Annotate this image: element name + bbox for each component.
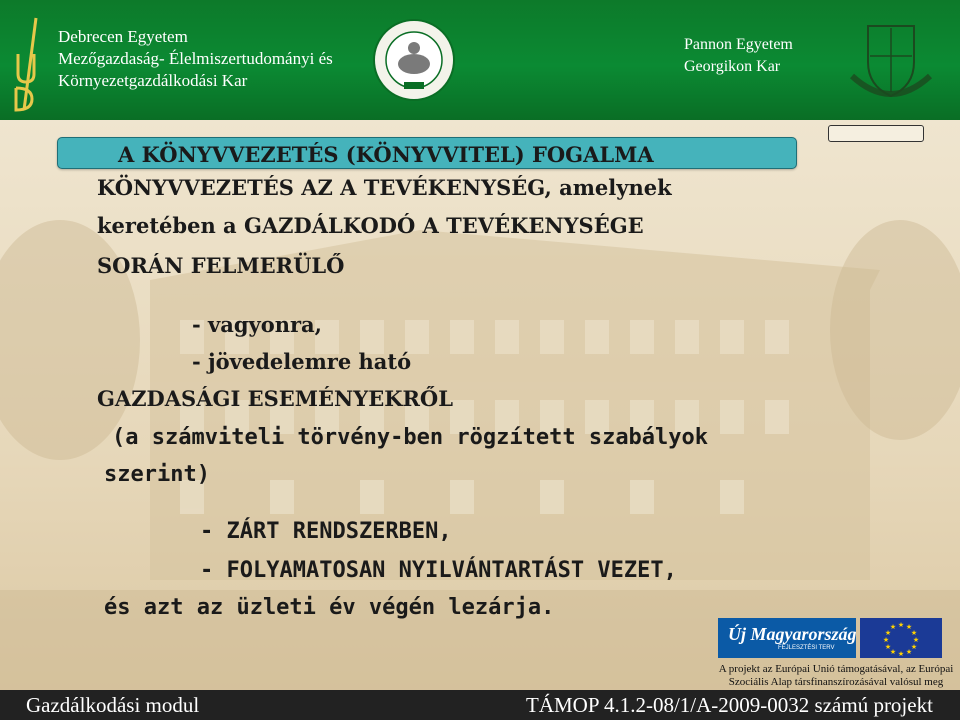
svg-text:★: ★ [882, 636, 890, 644]
header-left-line: Mezőgazdaság- Élelmiszertudományi és [58, 49, 333, 68]
svg-text:★: ★ [905, 648, 913, 656]
svg-text:★: ★ [897, 650, 905, 658]
georgikon-crest [848, 16, 934, 102]
body-line: KÖNYVVEZETÉS AZ A TEVÉKENYSÉG, amelynek [97, 175, 672, 200]
empty-placeholder-box [828, 125, 924, 142]
eu-note-line: A projekt az Európai Unió támogatásával, az Európai [718, 663, 954, 675]
svg-text:★: ★ [912, 636, 920, 644]
header-right-line: Georgikon Kar [684, 58, 781, 75]
debrecen-faculty-name [58, 26, 333, 92]
footer-module-name: Gazdálkodási modul [26, 693, 200, 717]
body-line: - ZÁRT RENDSZERBEN, [200, 519, 452, 544]
body-line: szerint) [104, 462, 210, 487]
ud-monogram-logo [6, 14, 46, 114]
svg-text:★: ★ [910, 643, 918, 651]
footer-project-id: TÁMOP 4.1.2-08/1/A-2009-0032 számú projekt [526, 693, 933, 717]
uj-magyarorszag-logo-text: Új Magyarország [728, 624, 857, 644]
body-line: (a számviteli törvény-ben rögzített szabályok [112, 425, 709, 450]
body-line: SORÁN FELMERÜLŐ [97, 253, 345, 278]
eu-flag-icon [860, 618, 942, 658]
footer-bar [0, 690, 960, 720]
uj-magyarorszag-logo [718, 618, 856, 658]
body-line: és azt az üzleti év végén lezárja. [104, 595, 555, 620]
body-line: GAZDASÁGI ESEMÉNYEKRŐL [97, 386, 453, 411]
svg-text:★: ★ [884, 643, 892, 651]
slide-title-bar [57, 137, 797, 169]
header-left-line: Környezetgazdálkodási Kar [58, 71, 248, 90]
eu-note-line: Szociális Alap társfinanszírozásával valósul meg [728, 676, 944, 688]
svg-text:★: ★ [905, 623, 913, 631]
header-banner [0, 0, 960, 120]
svg-text:★: ★ [910, 629, 918, 637]
header-right-line: Pannon Egyetem [684, 36, 793, 53]
svg-text:★: ★ [889, 648, 897, 656]
slide-title: A KÖNYVVEZETÉS (KÖNYVVITEL) FOGALMA [118, 142, 654, 167]
body-line: - jövedelemre ható [192, 349, 412, 374]
debrecen-agriculture-seal [372, 18, 456, 102]
body-line: keretében a GAZDÁLKODÓ A TEVÉKENYSÉGE [97, 213, 644, 238]
svg-text:★: ★ [884, 629, 892, 637]
eu-funding-note [714, 663, 958, 689]
svg-text:★: ★ [897, 621, 905, 629]
pannon-faculty-name [684, 34, 793, 78]
header-left-line: Debrecen Egyetem [58, 27, 188, 46]
svg-text:★: ★ [889, 623, 897, 631]
body-line: - FOLYAMATOSAN NYILVÁNTARTÁST VEZET, [200, 558, 677, 583]
uj-magyarorszag-logo-sub: FEJLESZTÉSI TERV [778, 645, 835, 651]
body-line: - vagyonra, [192, 312, 322, 337]
